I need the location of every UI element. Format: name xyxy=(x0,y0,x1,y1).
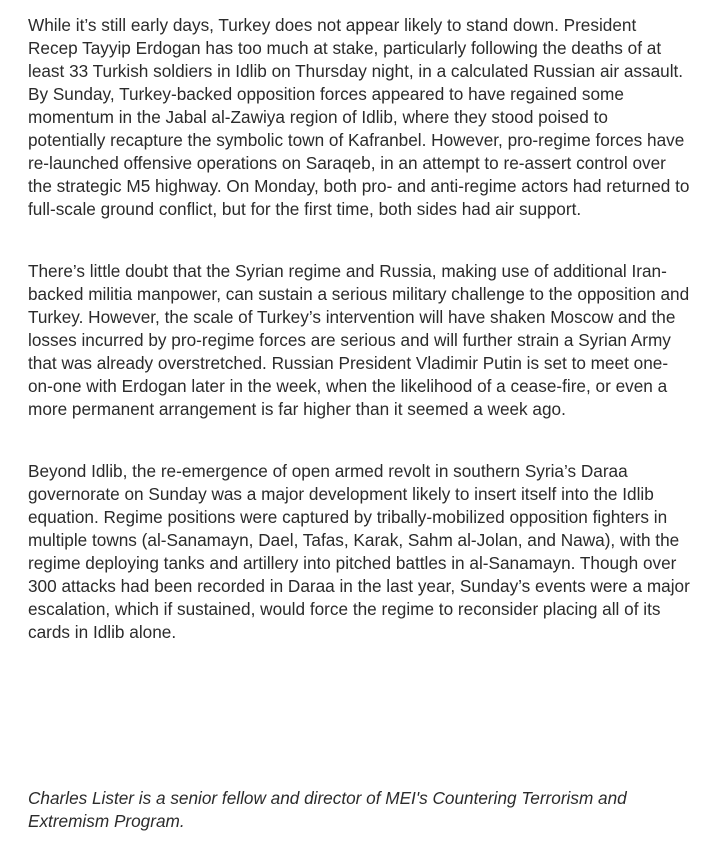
paragraph-regime-russia: There’s little doubt that the Syrian regime and Russia, making use of additional Iran-backed militia manpower, can sustain a serious military challenge to the opposition and Turkey. However, the scale of Turkey’s intervention will have shaken Moscow and the losses incurred by pro-regime forces are serious and will further strain a Syrian Army that was already overstretched. Russian President Vladimir Putin is set to meet one-on-one with Erdogan later in the week, when the likelihood of a cease-fire, or even a more permanent arrangement is far higher than it seemed a week ago. xyxy=(28,261,690,419)
paragraph-daraa-revolt: Beyond Idlib, the re-emergence of open armed revolt in southern Syria’s Daraa governorate on Sunday was a major development likely to insert itself into the Idlib equation. Regime positions were captured by tribally-mobilized opposition fighters in multiple towns (al-Sanamayn, Dael, Tafas, Karak, Sahm al-Jolan, and Nawa), with the regime deploying tanks and artillery into pitched battles in al-Sanamayn. Though over 300 attacks had been recorded in Daraa in the last year, Sunday’s events were a major escalation, which if sustained, would force the regime to reconsider placing all of its cards in Idlib alone. xyxy=(28,461,690,642)
article-body xyxy=(28,14,690,644)
paragraph-turkey-stance: While it’s still early days, Turkey does not appear likely to stand down. President Recep Tayyip Erdogan has too much at stake, particularly following the deaths of at least 33 Turkish soldiers in Idlib on Thursday night, in a calculated Russian air assault. By Sunday, Turkey-backed opposition forces appeared to have regained some momentum in the Jabal al-Zawiya region of Idlib, where they stood poised to potentially recapture the symbolic town of Kafranbel. However, pro-regime forces have re-launched offensive operations on Saraqeb, in an attempt to re-assert control over the strategic M5 highway. On Monday, both pro- and anti-regime actors had returned to full-scale ground conflict, but for the first time, both sides had air support. xyxy=(28,15,690,219)
author-byline: Charles Lister is a senior fellow and director of MEI's Countering Terrorism and Extremism Program. xyxy=(28,788,627,831)
